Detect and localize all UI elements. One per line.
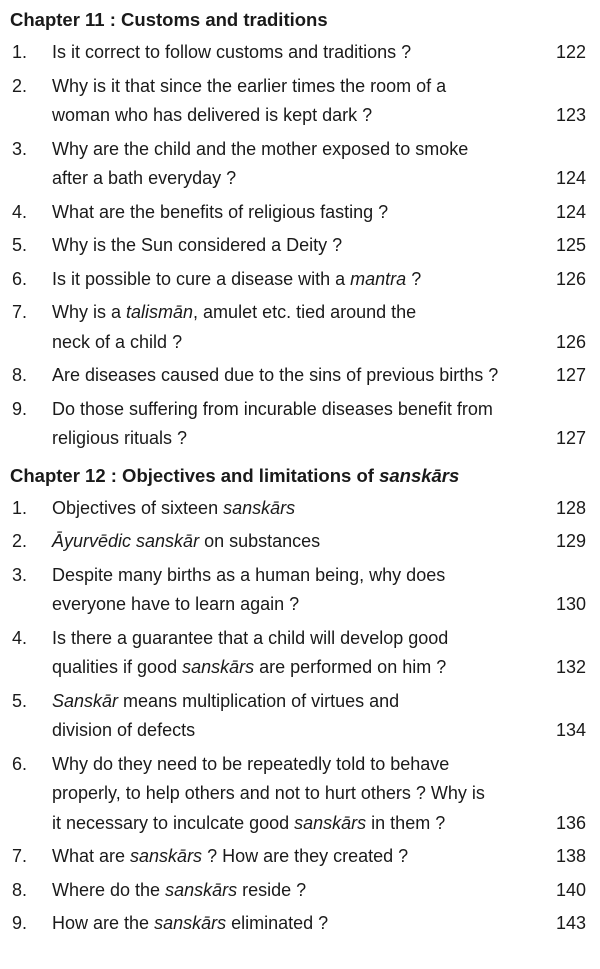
- entry-number: 1.: [12, 497, 28, 518]
- entry-page-number: 140: [555, 879, 586, 900]
- entry-number: 6.: [12, 753, 28, 774]
- entry-title-line: [52, 716, 538, 746]
- entry-page-number: 128: [555, 497, 586, 518]
- entry-title: [52, 72, 538, 131]
- entry-title: [52, 687, 538, 746]
- entry-title-run: woman who has delivered is kept dark ?: [52, 105, 373, 125]
- toc-list: [10, 494, 586, 939]
- entry-title-run: Objectives of sixteen: [52, 497, 224, 518]
- toc-entry[interactable]: [10, 842, 586, 872]
- toc-entry[interactable]: [10, 624, 586, 683]
- entry-title-run: Is it possible to cure a disease with a: [52, 268, 351, 289]
- toc-entry[interactable]: [10, 909, 586, 939]
- entry-title-run: Where do the: [52, 879, 166, 900]
- entry-title-run: talismān: [126, 302, 194, 322]
- entry-title: [52, 361, 538, 391]
- entry-title-run: Why are the child and the mother exposed to smoke: [52, 138, 469, 159]
- entry-title-line: [52, 909, 538, 939]
- entry-title-run: Why is a: [52, 302, 127, 322]
- entry-title-line: [52, 624, 538, 654]
- entry-title-run: religious rituals ?: [52, 428, 188, 448]
- entry-title-run: division of defects: [52, 720, 196, 740]
- entry-number: 7.: [12, 846, 28, 866]
- entry-page-number: 124: [555, 201, 586, 222]
- entry-number: 2.: [12, 75, 28, 96]
- entry-number: 9.: [12, 913, 28, 933]
- entry-number: 6.: [12, 268, 28, 289]
- toc-entry[interactable]: [10, 361, 586, 391]
- entry-page-number: 126: [555, 268, 586, 289]
- entry-title-run: ? How are they created ?: [202, 846, 409, 866]
- entry-title-run: everyone have to learn again ?: [52, 594, 300, 614]
- entry-page-number: 134: [555, 720, 586, 740]
- toc-list: [10, 38, 586, 454]
- toc-entry[interactable]: [10, 72, 586, 131]
- entry-page-number: 126: [555, 331, 586, 352]
- entry-title-run: after a bath everyday ?: [52, 168, 237, 188]
- entry-title-run: What are the benefits of religious fasting ?: [52, 201, 389, 222]
- entry-title: [52, 395, 538, 454]
- entry-title-run: Āyurvēdic sanskār: [52, 531, 200, 551]
- entry-title: [52, 624, 538, 683]
- entry-title-line: [52, 494, 538, 524]
- entry-title-line: [52, 842, 538, 872]
- entry-title-run: sanskārs: [223, 497, 296, 518]
- entry-title: [52, 494, 538, 524]
- entry-title-run: sanskārs: [154, 913, 227, 933]
- toc-entry[interactable]: [10, 687, 586, 746]
- entry-title-run: Are diseases caused due to the sins of previous births ?: [52, 365, 499, 385]
- entry-title: [52, 909, 538, 939]
- entry-title: [52, 265, 538, 295]
- entry-page-number: 136: [555, 812, 586, 833]
- chapter-heading-part: sanskārs: [379, 464, 460, 486]
- toc-entry[interactable]: [10, 561, 586, 620]
- chapter-heading: [10, 462, 586, 490]
- entry-title-run: Why is the Sun considered a Deity ?: [52, 235, 343, 255]
- entry-title-run: are performed on him ?: [254, 657, 447, 677]
- entry-title-line: [52, 653, 538, 683]
- entry-title: [52, 527, 538, 557]
- entry-number: 1.: [12, 42, 28, 62]
- entry-title-run: eliminated ?: [226, 913, 329, 933]
- entry-title-run: neck of a child ?: [52, 331, 183, 352]
- entry-title-run: sanskārs: [182, 657, 255, 677]
- entry-page-number: 130: [555, 594, 586, 614]
- entry-title-run: reside ?: [237, 879, 307, 900]
- entry-title-run: properly, to help others and not to hurt others ? Why is: [52, 783, 485, 803]
- entry-title-line: [52, 561, 538, 591]
- entry-title-line: [52, 750, 538, 780]
- entry-title: [52, 750, 538, 839]
- entry-title-line: [52, 135, 538, 165]
- entry-title-run: What are: [52, 846, 131, 866]
- entry-title-line: [52, 198, 538, 228]
- entry-title: [52, 135, 538, 194]
- entry-page-number: 138: [555, 846, 586, 866]
- entry-number: 3.: [12, 564, 28, 585]
- entry-page-number: 125: [555, 235, 586, 255]
- entry-title-line: [52, 101, 538, 131]
- entry-title-run: Sanskār: [52, 690, 119, 711]
- entry-page-number: 132: [555, 657, 586, 677]
- chapter-heading-part: Chapter 12 : Objectives and limitations of: [10, 464, 380, 486]
- entry-page-number: 123: [555, 105, 586, 125]
- entry-title-run: Despite many births as a human being, why does: [52, 564, 446, 585]
- entry-title-run: it necessary to inculcate good: [52, 812, 295, 833]
- toc-entry[interactable]: [10, 395, 586, 454]
- entry-title-run: on substances: [199, 531, 321, 551]
- entry-title-line: [52, 527, 538, 557]
- entry-title-line: [52, 395, 538, 425]
- entry-title-run: Do those suffering from incurable diseases benefit from: [52, 398, 493, 419]
- entry-title: [52, 38, 538, 68]
- entry-number: 5.: [12, 235, 28, 255]
- entry-title: [52, 231, 538, 261]
- toc-entry[interactable]: [10, 298, 586, 357]
- entry-title-line: [52, 361, 538, 391]
- entry-page-number: 127: [555, 428, 586, 448]
- entry-title-run: sanskārs: [130, 846, 203, 866]
- entry-title-line: [52, 809, 538, 839]
- entry-title-line: [52, 779, 538, 809]
- entry-title-run: ?: [406, 268, 422, 289]
- entry-title-line: [52, 265, 538, 295]
- entry-title-line: [52, 876, 538, 906]
- entry-title-line: [52, 38, 538, 68]
- chapter-heading-part: Chapter 11 : Customs and traditions: [10, 9, 328, 30]
- toc-entry[interactable]: [10, 265, 586, 295]
- entry-title-line: [52, 590, 538, 620]
- entry-title-line: [52, 424, 538, 454]
- toc-entry[interactable]: [10, 527, 586, 557]
- toc-entry[interactable]: [10, 231, 586, 261]
- entry-title-line: [52, 328, 538, 358]
- entry-title-run: Is it correct to follow customs and traditions ?: [52, 42, 412, 62]
- entry-title-run: , amulet etc. tied around the: [193, 302, 417, 322]
- entry-number: 4.: [12, 201, 28, 222]
- entry-number: 2.: [12, 531, 28, 551]
- entry-number: 3.: [12, 138, 28, 159]
- entry-number: 8.: [12, 879, 28, 900]
- entry-title: [52, 876, 538, 906]
- entry-title-run: mantra: [350, 268, 407, 289]
- entry-title-line: [52, 231, 538, 261]
- toc-entry[interactable]: [10, 494, 586, 524]
- entry-title-run: Why do they need to be repeatedly told to behave: [52, 753, 450, 774]
- entry-number: 4.: [12, 627, 28, 648]
- entry-page-number: 127: [555, 365, 586, 385]
- toc-entry[interactable]: [10, 198, 586, 228]
- entry-page-number: 122: [555, 42, 586, 62]
- entry-title-run: Is there a guarantee that a child will develop good: [52, 627, 449, 648]
- entry-page-number: 143: [555, 913, 586, 933]
- entry-title-run: qualities if good: [52, 657, 183, 677]
- entry-number: 8.: [12, 365, 28, 385]
- entry-title: [52, 842, 538, 872]
- toc-entry[interactable]: [10, 135, 586, 194]
- entry-title-line: [52, 72, 538, 102]
- entry-title-run: in them ?: [366, 812, 446, 833]
- entry-title: [52, 198, 538, 228]
- entry-title-line: [52, 298, 538, 328]
- entry-page-number: 124: [555, 168, 586, 188]
- entry-number: 9.: [12, 398, 28, 419]
- entry-number: 5.: [12, 690, 28, 711]
- entry-title-run: means multiplication of virtues and: [118, 690, 400, 711]
- toc-entry[interactable]: [10, 876, 586, 906]
- entry-page-number: 129: [555, 531, 586, 551]
- entry-title-line: [52, 687, 538, 717]
- chapter-heading: [10, 6, 586, 34]
- entry-title: [52, 298, 538, 357]
- entry-title-run: How are the: [52, 913, 155, 933]
- entry-title-run: Why is it that since the earlier times the room of a: [52, 75, 447, 96]
- entry-title-run: sanskārs: [294, 812, 367, 833]
- toc-entry[interactable]: [10, 750, 586, 839]
- entry-title-line: [52, 164, 538, 194]
- toc-entry[interactable]: [10, 38, 586, 68]
- entry-title-run: sanskārs: [165, 879, 238, 900]
- entry-number: 7.: [12, 302, 28, 322]
- entry-title: [52, 561, 538, 620]
